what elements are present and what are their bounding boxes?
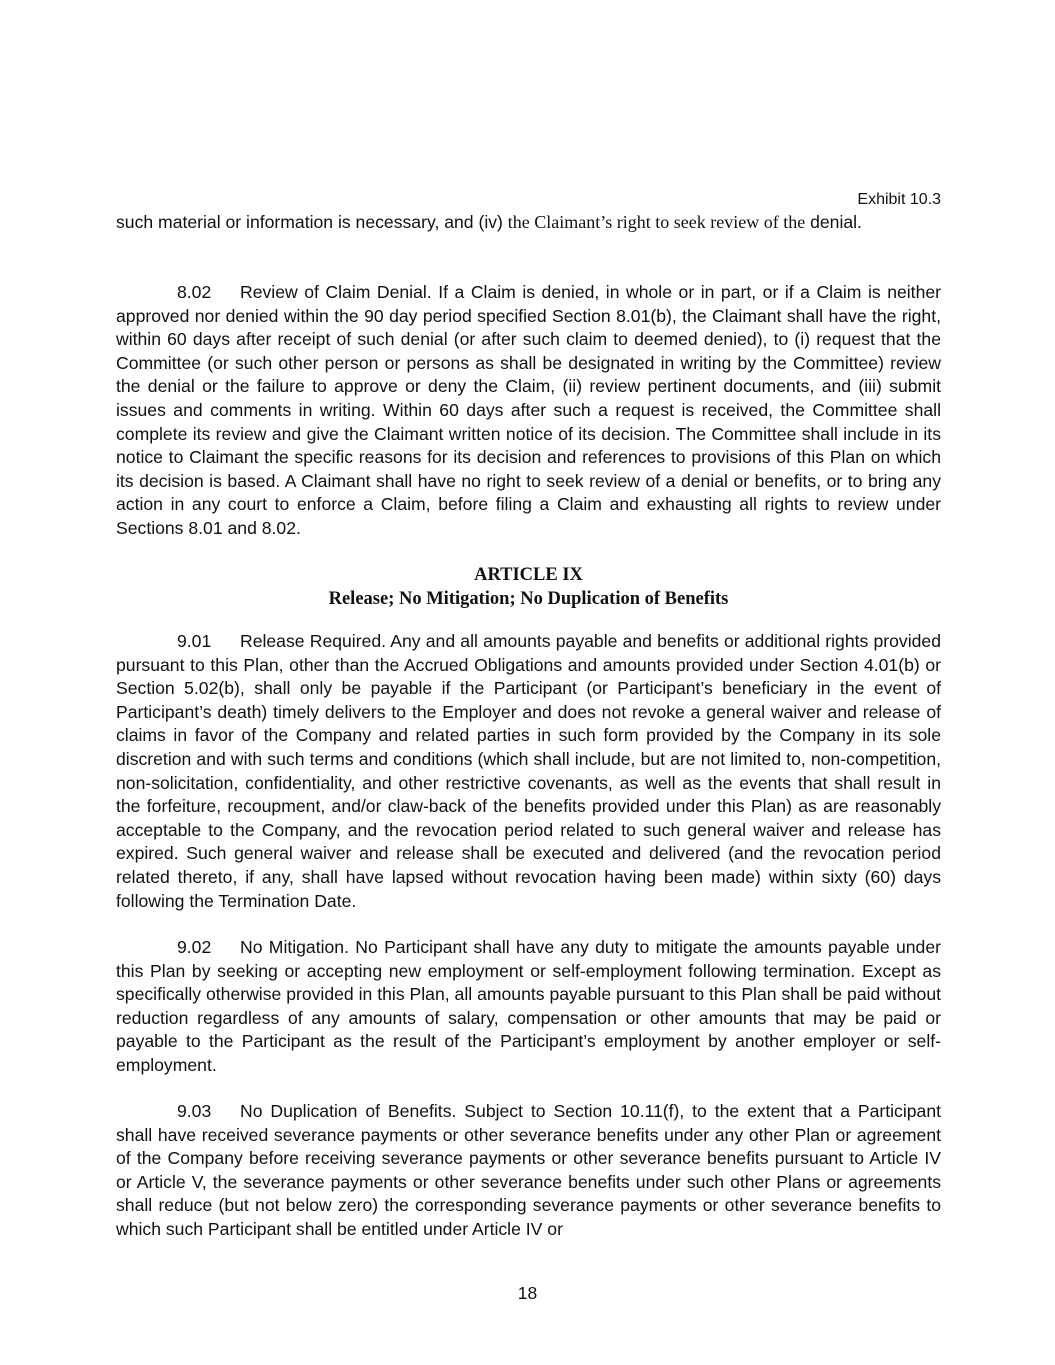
section-9-03 [116, 1100, 941, 1242]
intro-text-c: denial. [805, 212, 862, 232]
section-number: 8.02 [177, 282, 212, 302]
section-title: Release Required. [240, 631, 387, 651]
exhibit-label: Exhibit 10.3 [857, 191, 941, 208]
section-number: 9.03 [177, 1101, 212, 1121]
section-8-02 [116, 281, 941, 541]
section-body: No Participant shall have any duty to mitigate the amounts payable under this Plan by seeking or accepting new employment or self-employment following termination. Except as specifically otherwise provided in this Plan, all amounts payable pursuant to this Plan shall be paid without reduction regardless of any amounts of salary, compensation or other amounts that may be paid or payable to the Participant as the result of the Participant’s employment by another employer or self-employment. [116, 937, 941, 1075]
section-9-02 [116, 936, 941, 1078]
page-number: 18 [517, 1283, 538, 1303]
section-title: No Duplication of Benefits. [240, 1101, 457, 1121]
intro-paragraph [116, 211, 941, 235]
section-number: 9.02 [177, 937, 212, 957]
article-subheading: Release; No Mitigation; No Duplication of Benefits [328, 589, 729, 609]
section-title: No Mitigation. [240, 937, 349, 957]
intro-text-b: the Claimant’s right to seek review of the [507, 212, 806, 232]
section-number: 9.01 [177, 631, 212, 651]
intro-text-a: such material or information is necessary, and (iv) [116, 212, 508, 232]
section-body: Any and all amounts payable and benefits or additional rights provided pursuant to this Plan, other than the Accrued Obligations and amounts provided under Section 4.01(b) or Section 5.02(b), shall only be payable if the Participant (or Participant’s beneficiary in the event of Participant’s death) timely delivers to the Employer and does not revoke a general waiver and release of claims in favor of the Company and related parties in such form provided by the Company in its sole discretion and with such terms and conditions (which shall include, but are not limited to, non-competition, non-solicitation, confidentiality, and other restrictive covenants, as well as the events that shall result in the forfeiture, recoupment, and/or claw-back of the benefits provided under this Plan) as are reasonably acceptable to the Company, and the revocation period related to such general waiver and release has expired. Such general waiver and release shall be executed and delivered (and the revocation period related thereto, if any, shall have lapsed without revocation having been made) within sixty (60) days following the Termination Date. [116, 631, 941, 911]
section-body: If a Claim is denied, in whole or in part, or if a Claim is neither approved nor denied within the 90 day period specified Section 8.01(b), the Claimant shall have the right, within 60 days after receipt of such denial (or after such claim to deemed denied), to (i) request that the Committee (or such other person or persons as shall be designated in writing by the Committee) review the denial or the failure to approve or deny the Claim, (ii) review pertinent documents, and (iii) submit issues and comments in writing. Within 60 days after such a request is received, the Committee shall complete its review and give the Claimant written notice of its decision. The Committee shall include in its notice to Claimant the specific reasons for its decision and references to provisions of this Plan on which its decision is based. A Claimant shall have no right to seek review of a denial or benefits, or to bring any action in any court to enforce a Claim, before filing a Claim and exhausting all rights to review under Sections 8.01 and 8.02. [116, 282, 941, 538]
section-body: Subject to Section 10.11(f), to the extent that a Participant shall have received severance payments or other severance benefits under any other Plan or agreement of the Company before receiving severance payments or other severance benefits pursuant to Article IV or Article V, the severance payments or other severance benefits under such other Plans or agreements shall reduce (but not below zero) the corresponding severance payments or other severance benefits to which such Participant shall be entitled under Article IV or [116, 1101, 942, 1239]
section-title: Review of Claim Denial. [240, 282, 432, 302]
section-9-01 [116, 630, 941, 913]
article-heading: ARTICLE IX [474, 565, 583, 585]
